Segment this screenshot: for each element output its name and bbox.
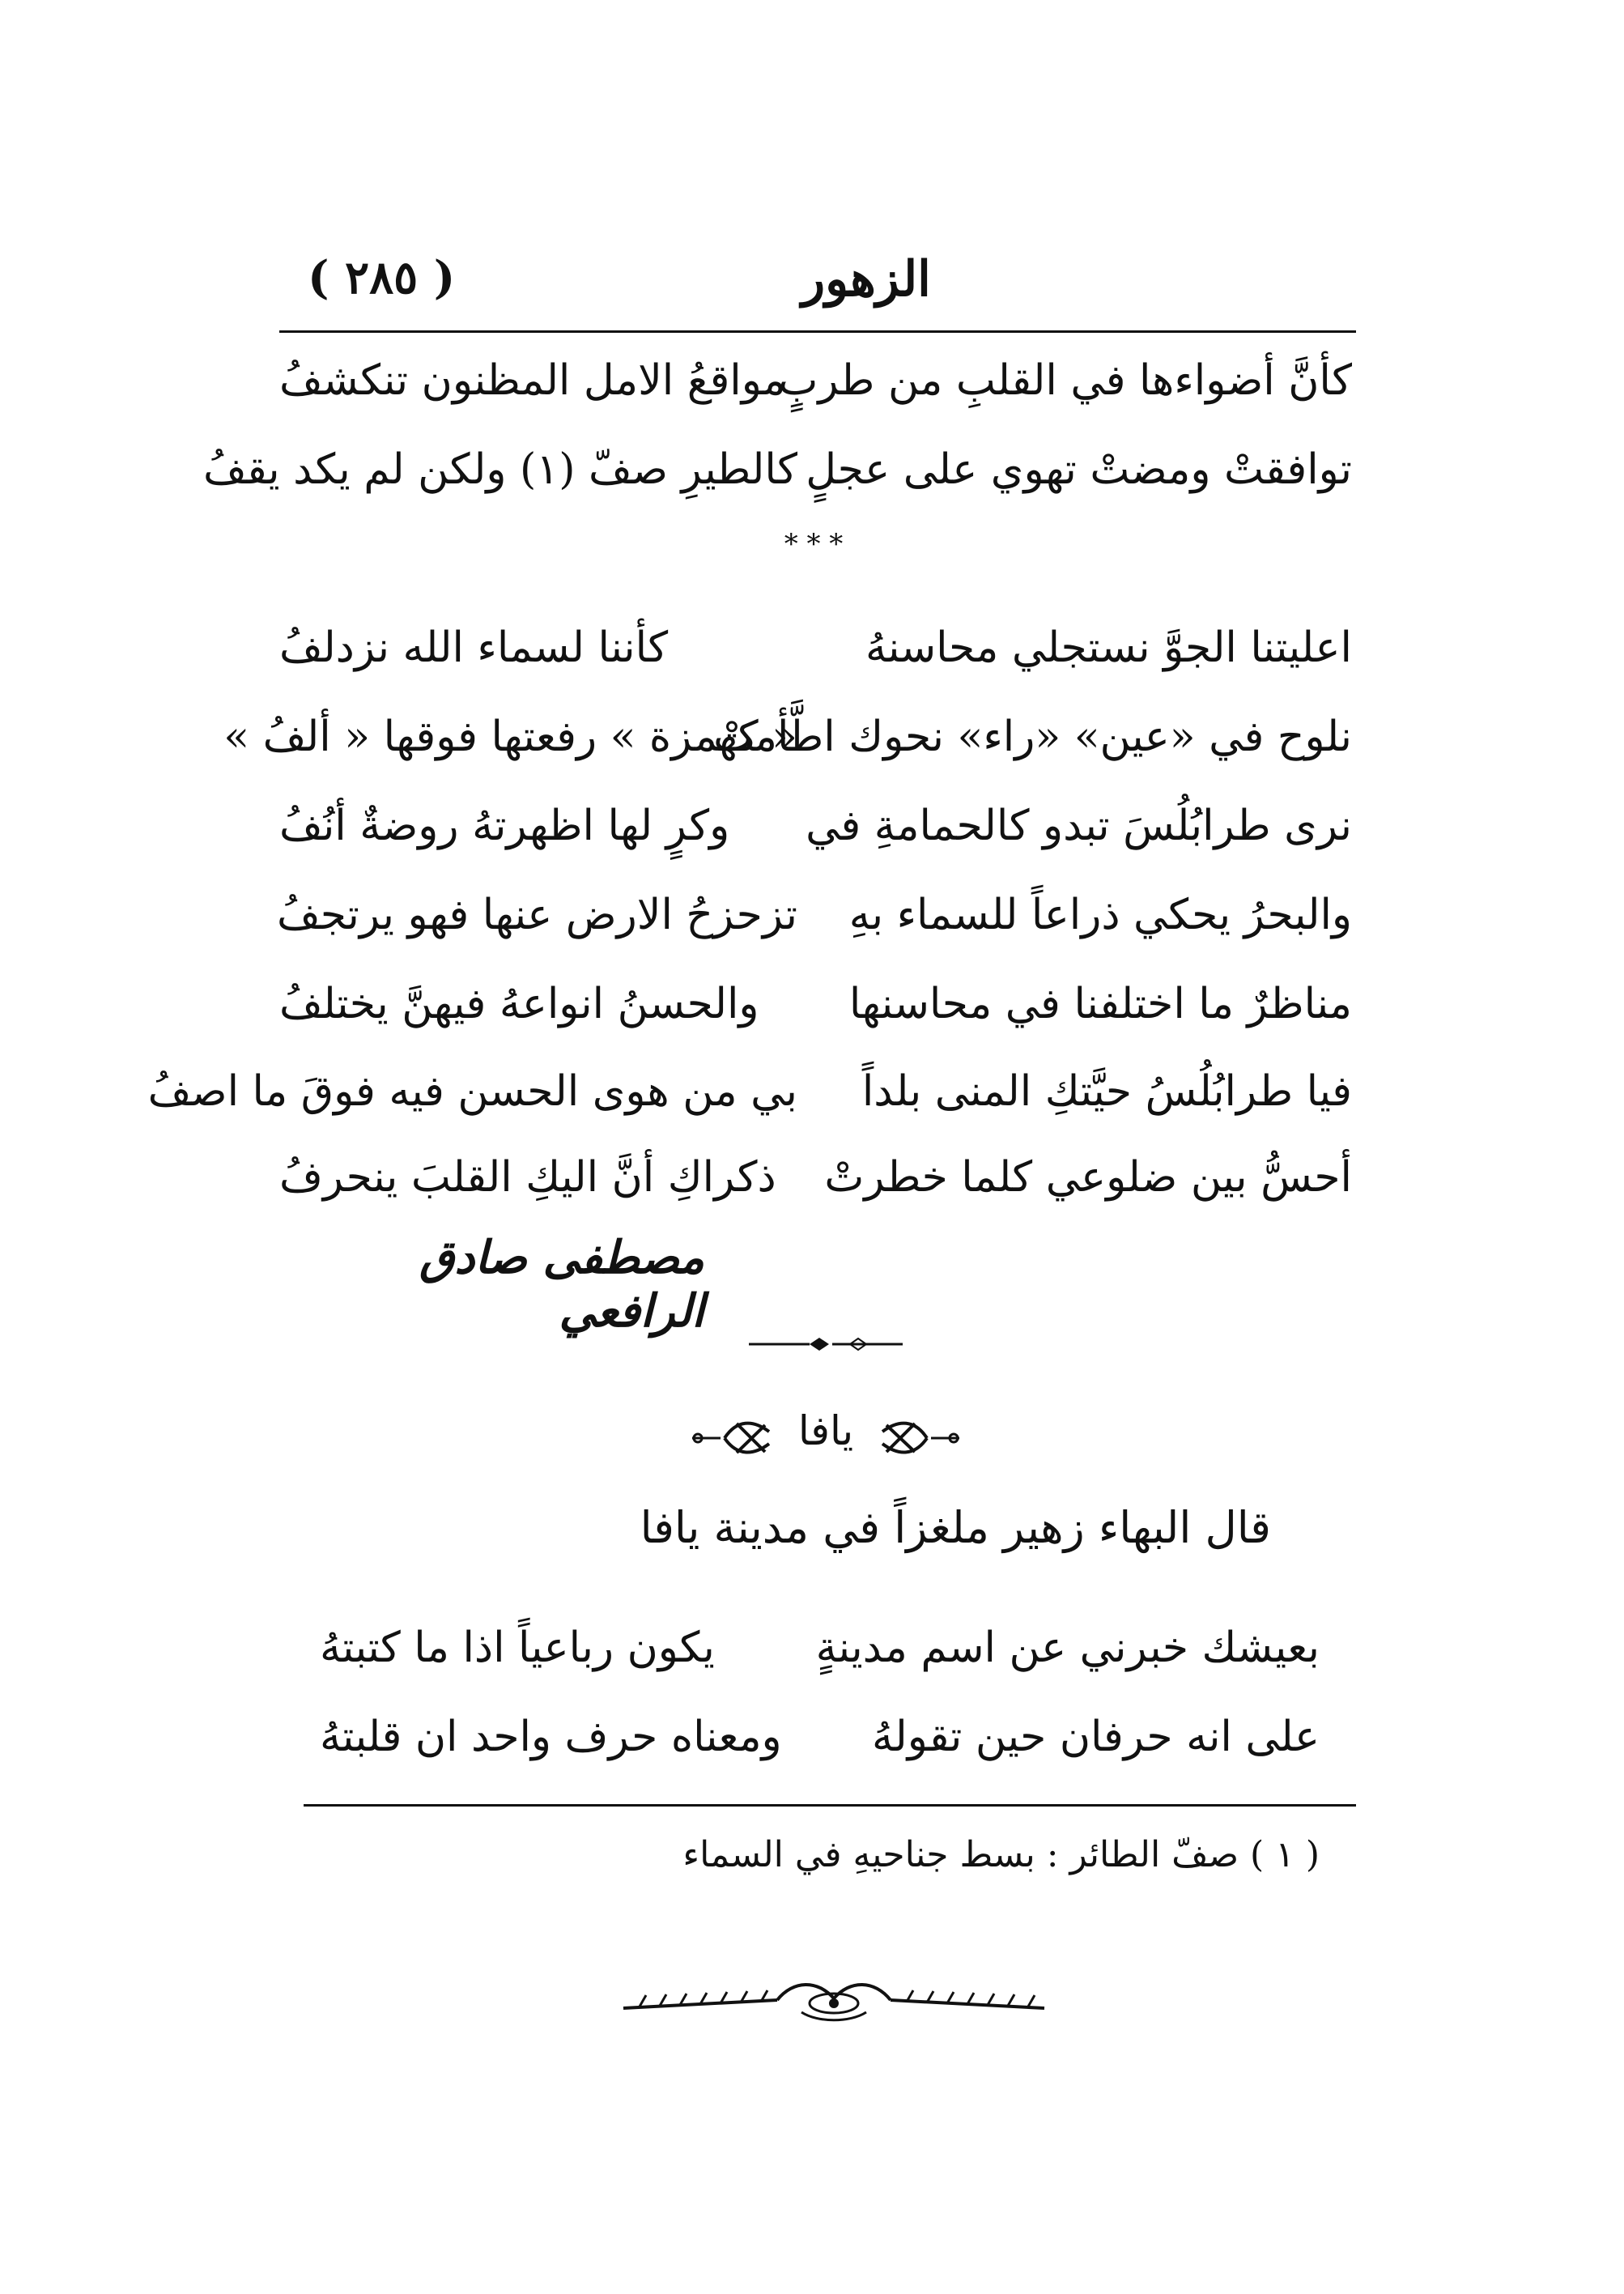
divider-ornament [745, 1334, 907, 1354]
verse-right-hemistich: فيا طرابُلُسُ حيَّتكِ المنى بلداً [861, 1067, 1352, 1116]
section-title [688, 1407, 963, 1464]
verse-left-hemistich: « كهمزة » رفعتها فوقها « ألفُ » [223, 713, 797, 761]
verse-right-hemistich: توافقتْ ومضتْ تهوي على عجلٍ [806, 445, 1352, 494]
title-flourish-right-icon [874, 1407, 963, 1464]
verse-right-hemistich: اعليتنا الجوَّ نستجلي محاسنهُ [865, 624, 1352, 672]
verse-left-hemistich: كأننا لسماء الله نزدلفُ [279, 624, 669, 672]
footnote-rule [304, 1804, 1356, 1807]
section-title-text: يافا [797, 1407, 854, 1454]
verse-left-hemistich: ومعناه حرف واحد ان قلبتهُ [320, 1713, 782, 1761]
header-rule [279, 330, 1356, 333]
verse-left-hemistich: كالطيرِ صفّ (١) ولكن لم يكد يقفُ [203, 445, 797, 494]
page-header [308, 251, 1352, 324]
verse-left-hemistich: بي من هوى الحسن فيه فوقَ ما اصفُ [147, 1067, 797, 1116]
verse-right-hemistich: على انه حرفان حين تقولهُ [871, 1713, 1320, 1761]
verse-right-hemistich: مناظرٌ ما اختلفنا في محاسنها [848, 980, 1352, 1028]
verse-right-hemistich: بعيشك خبرني عن اسم مدينةٍ [815, 1624, 1320, 1672]
verse-right-hemistich: أحسُّ بين ضلوعي كلما خطرتْ [824, 1153, 1352, 1202]
page-number: ( ٢٨٥ ) [308, 251, 456, 304]
verse-right-hemistich: نرى طرابُلُسَ تبدو كالحمامةِ في [806, 802, 1352, 850]
section-intro: قال البهاء زهير ملغزاً في مدينة يافا [640, 1502, 1271, 1553]
verse-left-hemistich: مواقعُ الامل المظنون تنكشفُ [279, 356, 786, 405]
title-flourish-left-icon [688, 1407, 777, 1464]
footnote: ( ١ ) صفّ الطائر : بسط جناحيهِ في السماء [682, 1834, 1320, 1875]
verse-left-hemistich: والحسنُ انواعهُ فيهنَّ يختلفُ [279, 980, 759, 1028]
verse-left-hemistich: تزحزحُ الارض عنها فهو يرتجفُ [276, 891, 797, 939]
verse-right-hemistich: والبحرُ يحكي ذراعاً للسماء بهِ [848, 891, 1352, 939]
section-stars: * * * [784, 528, 844, 560]
author-signature: مصطفى صادق الرافعي [419, 1231, 704, 1338]
verse-right-hemistich: كأنَّ أضواءها في القلبِ من طربٍ [778, 356, 1352, 405]
verse-right-hemistich: نلوح في «عين» «راء» نحوك اطَّأمتْ [713, 713, 1352, 761]
verse-left-hemistich: يكون رباعياً اذا ما كتبتهُ [320, 1624, 715, 1672]
verse-left-hemistich: وكرٍ لها اظهرتهُ روضةٌ أنُفُ [279, 802, 730, 850]
verse-left-hemistich: ذكراكِ أنَّ اليكِ القلبَ ينحرفُ [279, 1153, 776, 1202]
bottom-ornament [615, 1976, 1052, 2024]
page-title: الزهور [801, 251, 931, 308]
